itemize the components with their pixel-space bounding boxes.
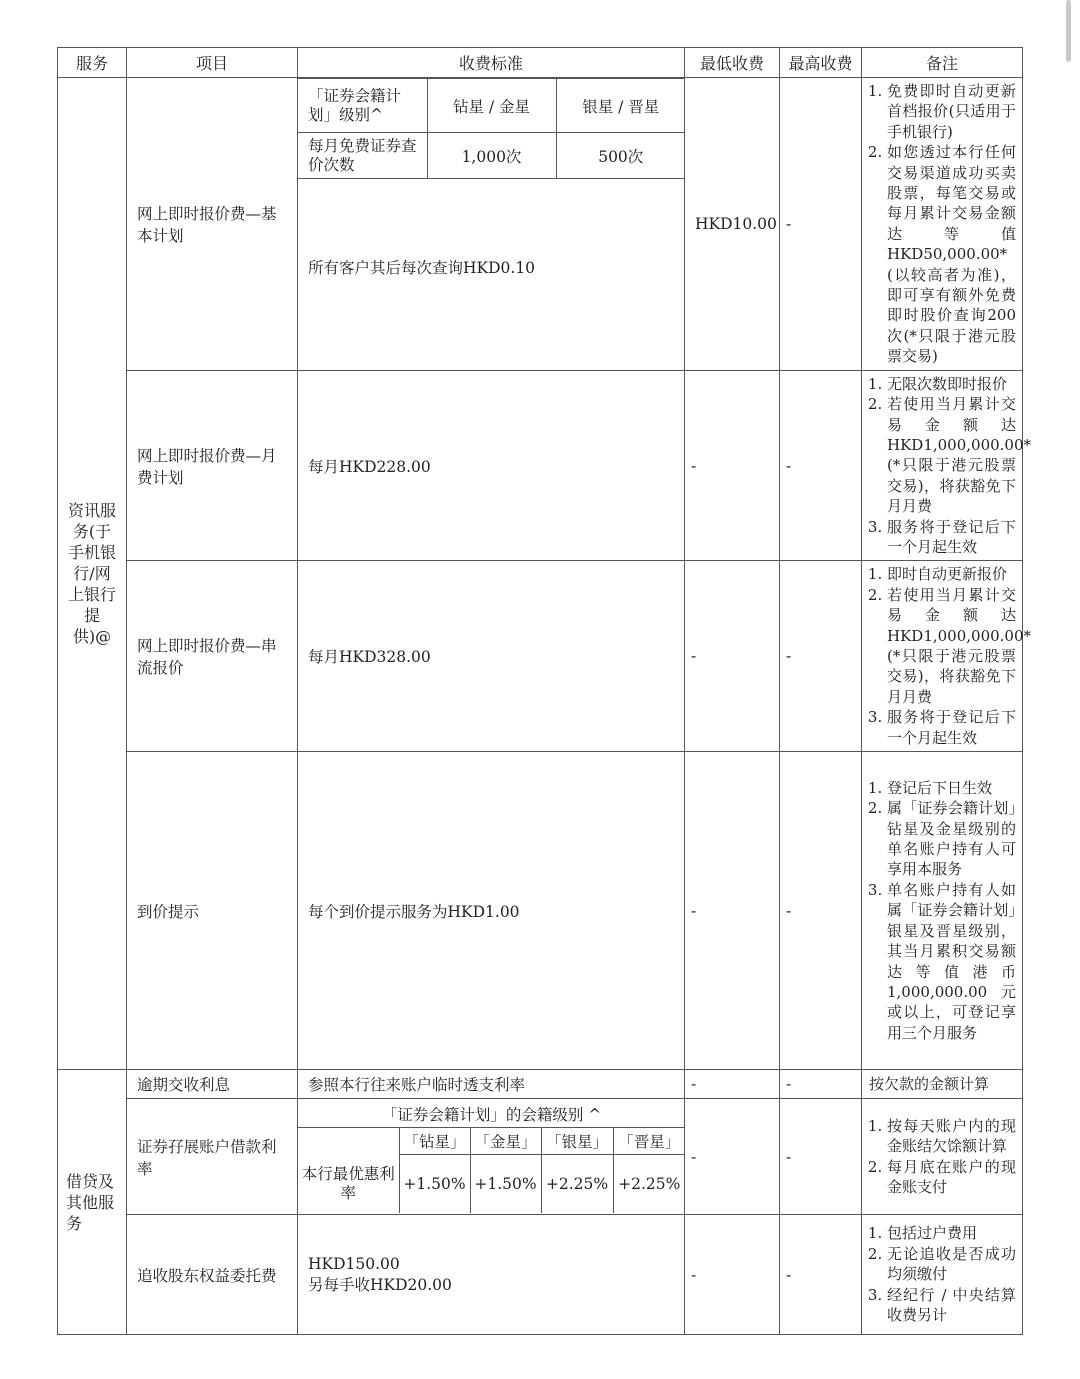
after-quota-fee: 所有客户其后每次查询HKD0.10 [308, 258, 536, 277]
item-monthly-plan: 网上即时报价费—月费计划 [127, 370, 298, 561]
list-item: 3. 服务将于登记后下一个月起生效 [887, 517, 1016, 558]
max-fee-streaming: - [780, 561, 862, 752]
fee-proxy-line1: HKD150.00 [308, 1254, 400, 1273]
list-item: 1. 即时自动更新报价 [887, 564, 1016, 584]
margin-tier-header: 「证券会籍计划」的会籍级别 ^ [298, 1101, 685, 1128]
rate-diamond: +1.50% [399, 1155, 470, 1213]
fee-schedule-page [57, 47, 1032, 1335]
membership-tier-table [298, 78, 685, 179]
item-proxy-fee: 追收股东权益委托费 [127, 1215, 298, 1335]
header-service: 服务 [58, 48, 127, 78]
table-row [58, 561, 1023, 752]
remarks-margin [862, 1099, 1023, 1215]
list-item: 2. 若使用当月累计交易金额达HKD1,000,000.00*(*只限于港元股票交易)，将获豁免下月月费 [887, 585, 1016, 707]
item-price-alert: 到价提示 [127, 752, 298, 1070]
max-fee-alert: - [780, 752, 862, 1070]
list-item: 2. 无论追收是否成功均须缴付 [887, 1244, 1016, 1285]
header-item: 项目 [127, 48, 298, 78]
min-fee-streaming: - [685, 561, 780, 752]
table-header-row [58, 48, 1023, 78]
tier-silver-bronze: 银星 / 晋星 [556, 79, 685, 133]
free-quote-diamond-gold: 1,000次 [427, 133, 556, 179]
list-item: 1. 免费即时自动更新首档报价(只适用于手机银行) [887, 81, 1016, 142]
fee-basic-plan [298, 78, 685, 371]
list-item: 1. 无限次数即时报价 [887, 374, 1016, 394]
margin-tier-blank [298, 1128, 399, 1155]
table-row [58, 1215, 1023, 1335]
list-item: 3. 经纪行 / 中央结算收费另计 [887, 1285, 1016, 1326]
item-overdue-interest: 逾期交收利息 [127, 1070, 298, 1099]
table-row [58, 370, 1023, 561]
rate-gold: +1.50% [470, 1155, 541, 1213]
scrollbar[interactable] [1066, 0, 1071, 62]
min-fee-monthly: - [685, 370, 780, 561]
min-fee-margin: - [685, 1099, 780, 1215]
remarks-monthly [862, 370, 1032, 561]
margin-rate-table [298, 1101, 685, 1213]
margin-tier-silver: 「银星」 [541, 1128, 613, 1155]
item-basic-plan: 网上即时报价费—基本计划 [127, 78, 298, 371]
max-fee-proxy: - [780, 1215, 862, 1335]
min-fee-overdue: - [685, 1070, 780, 1099]
service-info-services: 资讯服务(于手机银行/网上银行提供)@ [58, 78, 127, 1070]
list-item: 1. 登记后下日生效 [887, 778, 1016, 798]
fee-price-alert: 每个到价提示服务为HKD1.00 [298, 752, 685, 1070]
max-fee-margin: - [780, 1099, 862, 1215]
header-min-fee: 最低收费 [685, 48, 780, 78]
max-fee-overdue: - [780, 1070, 862, 1099]
fee-overdue-interest: 参照本行往来账户临时透支利率 [298, 1070, 685, 1099]
margin-tier-diamond: 「钻星」 [399, 1128, 470, 1155]
list-item: 3. 服务将于登记后下一个月起生效 [887, 707, 1016, 748]
prime-rate-label: 本行最优惠利率 [298, 1155, 399, 1213]
header-remarks: 备注 [862, 48, 1023, 78]
list-item: 2. 每月底在账户的现金账支付 [887, 1157, 1016, 1198]
header-max-fee: 最高收费 [780, 48, 862, 78]
max-fee-basic: - [780, 78, 862, 371]
list-item: 2. 属「证券会籍计划」钻星及金星级别的单名账户持有人可享用本服务 [887, 798, 1016, 880]
rate-bronze: +2.25% [613, 1155, 685, 1213]
margin-tier-bronze: 「晋星」 [613, 1128, 685, 1155]
fee-monthly-plan: 每月HKD228.00 [298, 370, 685, 561]
item-streaming-quote: 网上即时报价费—串流报价 [127, 561, 298, 752]
remarks-basic [862, 78, 1023, 371]
fee-table [57, 47, 1032, 1335]
list-item: 2. 如您透过本行任何交易渠道成功买卖股票，每笔交易或每月累计交易金额达等值HKD50,000.00*(以较高者为准)，即可享有额外免费即时股价查询200次(*只限于港元股票交易) [887, 142, 1016, 366]
remarks-streaming [862, 561, 1032, 752]
table-row [58, 1070, 1023, 1099]
free-quote-silver-bronze: 500次 [556, 133, 685, 179]
list-item: 2. 若使用当月累计交易金额达HKD1,000,000.00*(*只限于港元股票交易)，将获豁免下月月费 [887, 394, 1016, 516]
free-quote-label: 每月免费证券查价次数 [298, 133, 427, 179]
remarks-proxy [862, 1215, 1023, 1335]
min-fee-alert: - [685, 752, 780, 1070]
list-item: 1. 按每天账户内的现金账结欠馀额计算 [887, 1116, 1016, 1157]
header-fee-standard: 收费标准 [298, 48, 685, 78]
list-item: 3. 单名账户持有人如属「证券会籍计划」银星及晋星级别，其当月累积交易额达等值港币1,000,000.00元或以上，可登记享用三个月服务 [887, 880, 1016, 1043]
max-fee-monthly: - [780, 370, 862, 561]
tier-diamond-gold: 钻星 / 金星 [427, 79, 556, 133]
margin-tier-gold: 「金星」 [470, 1128, 541, 1155]
fee-streaming-quote: 每月HKD328.00 [298, 561, 685, 752]
remarks-overdue: 按欠款的金额计算 [862, 1070, 1023, 1099]
min-fee-proxy: - [685, 1215, 780, 1335]
table-row [58, 752, 1023, 1070]
min-fee-basic: HKD10.00 [685, 78, 780, 371]
table-row [58, 78, 1023, 371]
item-margin-rate: 证券孖展账户借款利率 [127, 1099, 298, 1215]
table-row [58, 1099, 1023, 1215]
service-lending-other: 借贷及其他服务 [58, 1070, 127, 1335]
fee-proxy-line2: 另每手收HKD20.00 [308, 1275, 452, 1294]
list-item: 1. 包括过户费用 [887, 1223, 1016, 1243]
tier-header: 「证券会籍计划」级别^ [298, 79, 427, 133]
fee-margin-rate [298, 1099, 685, 1215]
remarks-alert [862, 752, 1023, 1070]
rate-silver: +2.25% [541, 1155, 613, 1213]
fee-proxy [298, 1215, 685, 1335]
